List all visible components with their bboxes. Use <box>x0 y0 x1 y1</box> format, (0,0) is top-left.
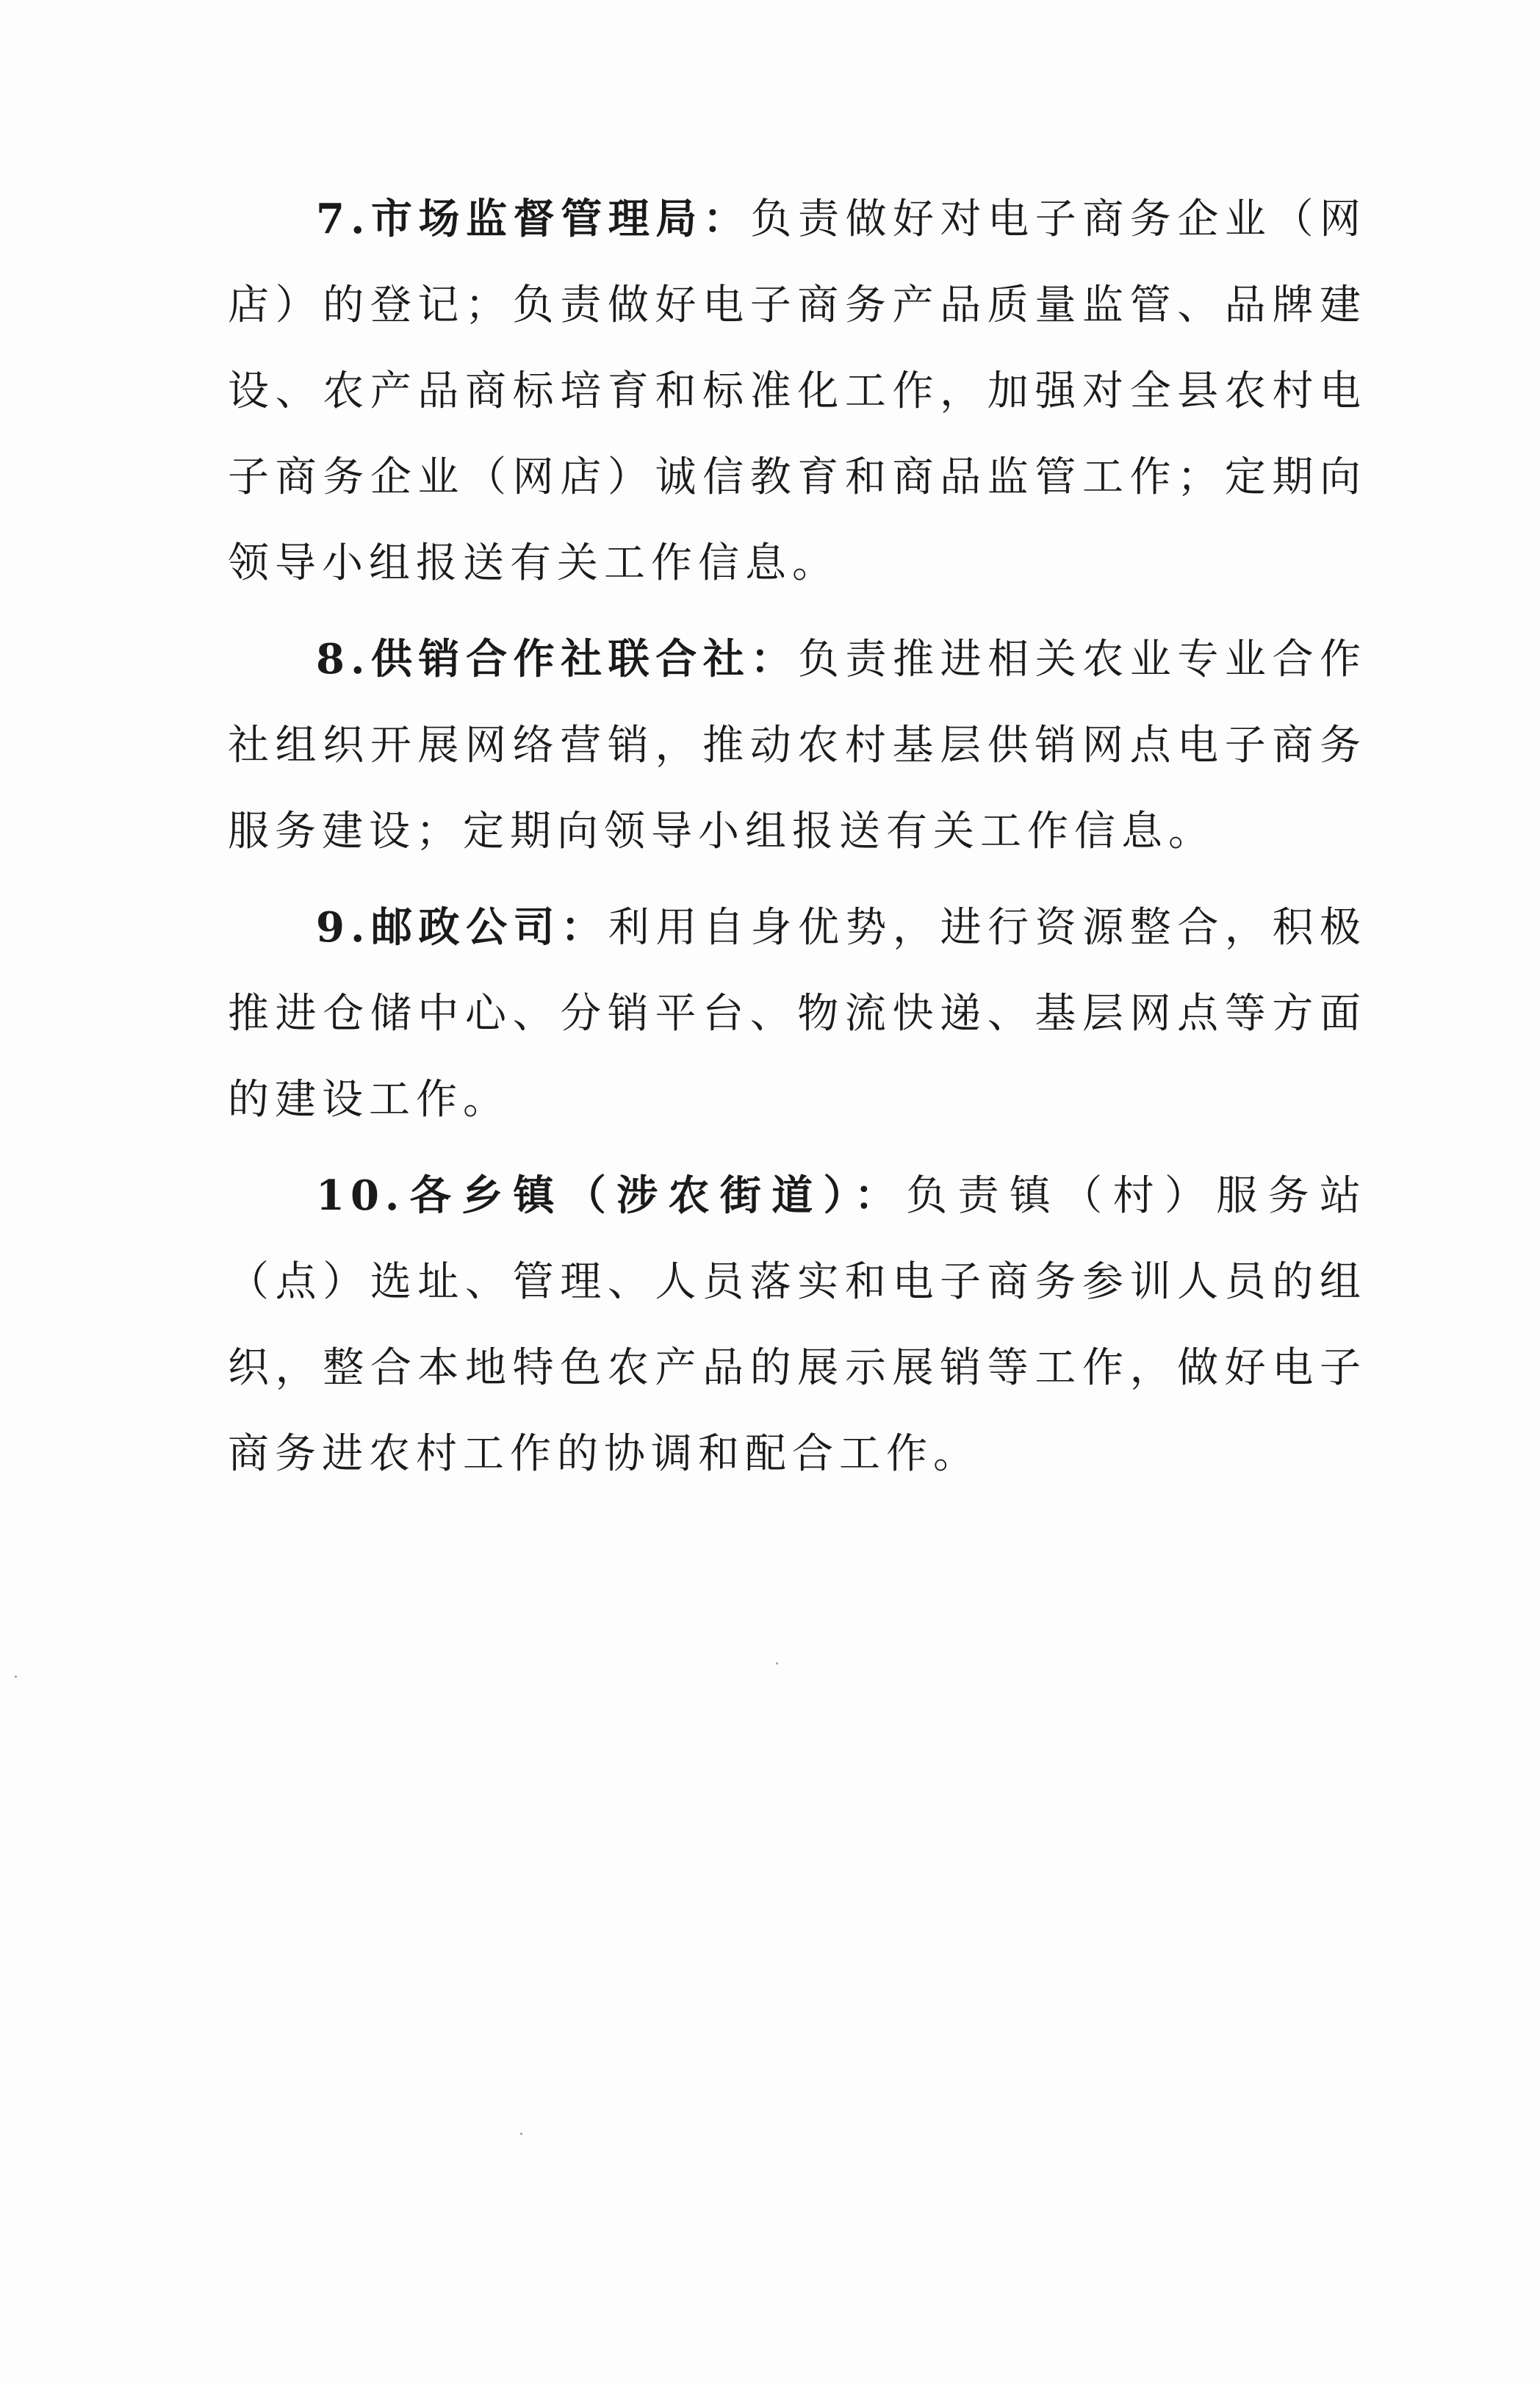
paragraph-item-7 <box>228 176 1367 606</box>
paragraph-item-8 <box>228 617 1367 875</box>
scan-speck <box>15 1676 17 1678</box>
scan-speck <box>776 1662 778 1665</box>
item-8-body: 负责推进相关农业专业合作社组织开展网络营销，推动农村基层供销网点电子商务服务建设；定期向领导小组报送有关工作信息。 <box>228 636 1367 855</box>
document-body <box>228 176 1367 1507</box>
item-7-title: 7.市场监督管理局： <box>316 195 751 243</box>
item-9-body: 利用自身优势，进行资源整合，积极推进仓储中心、分销平台、物流快递、基层网点等方面的建设工作。 <box>228 904 1367 1124</box>
item-10-title: 10.各乡镇（涉农街道）： <box>316 1171 907 1220</box>
item-10-body: 负责镇（村）服务站（点）选址、管理、人员落实和电子商务参训人员的组织，整合本地特色农产品的展示展销等工作，做好电子商务进农村工作的协调和配合工作。 <box>228 1172 1367 1478</box>
paragraph-item-10 <box>228 1153 1367 1497</box>
item-8-title: 8.供销合作社联合社： <box>316 635 798 683</box>
paragraph-item-9 <box>228 885 1367 1143</box>
item-9-title: 9.邮政公司： <box>316 903 608 952</box>
scan-speck <box>520 2133 522 2135</box>
item-7-body: 负责做好对电子商务企业（网店）的登记；负责做好电子商务产品质量监管、品牌建设、农产品商标培育和标准化工作，加强对全县农村电子商务企业（网店）诚信教育和商品监管工作；定期向领导小组报送有关工作信息。 <box>228 195 1367 587</box>
